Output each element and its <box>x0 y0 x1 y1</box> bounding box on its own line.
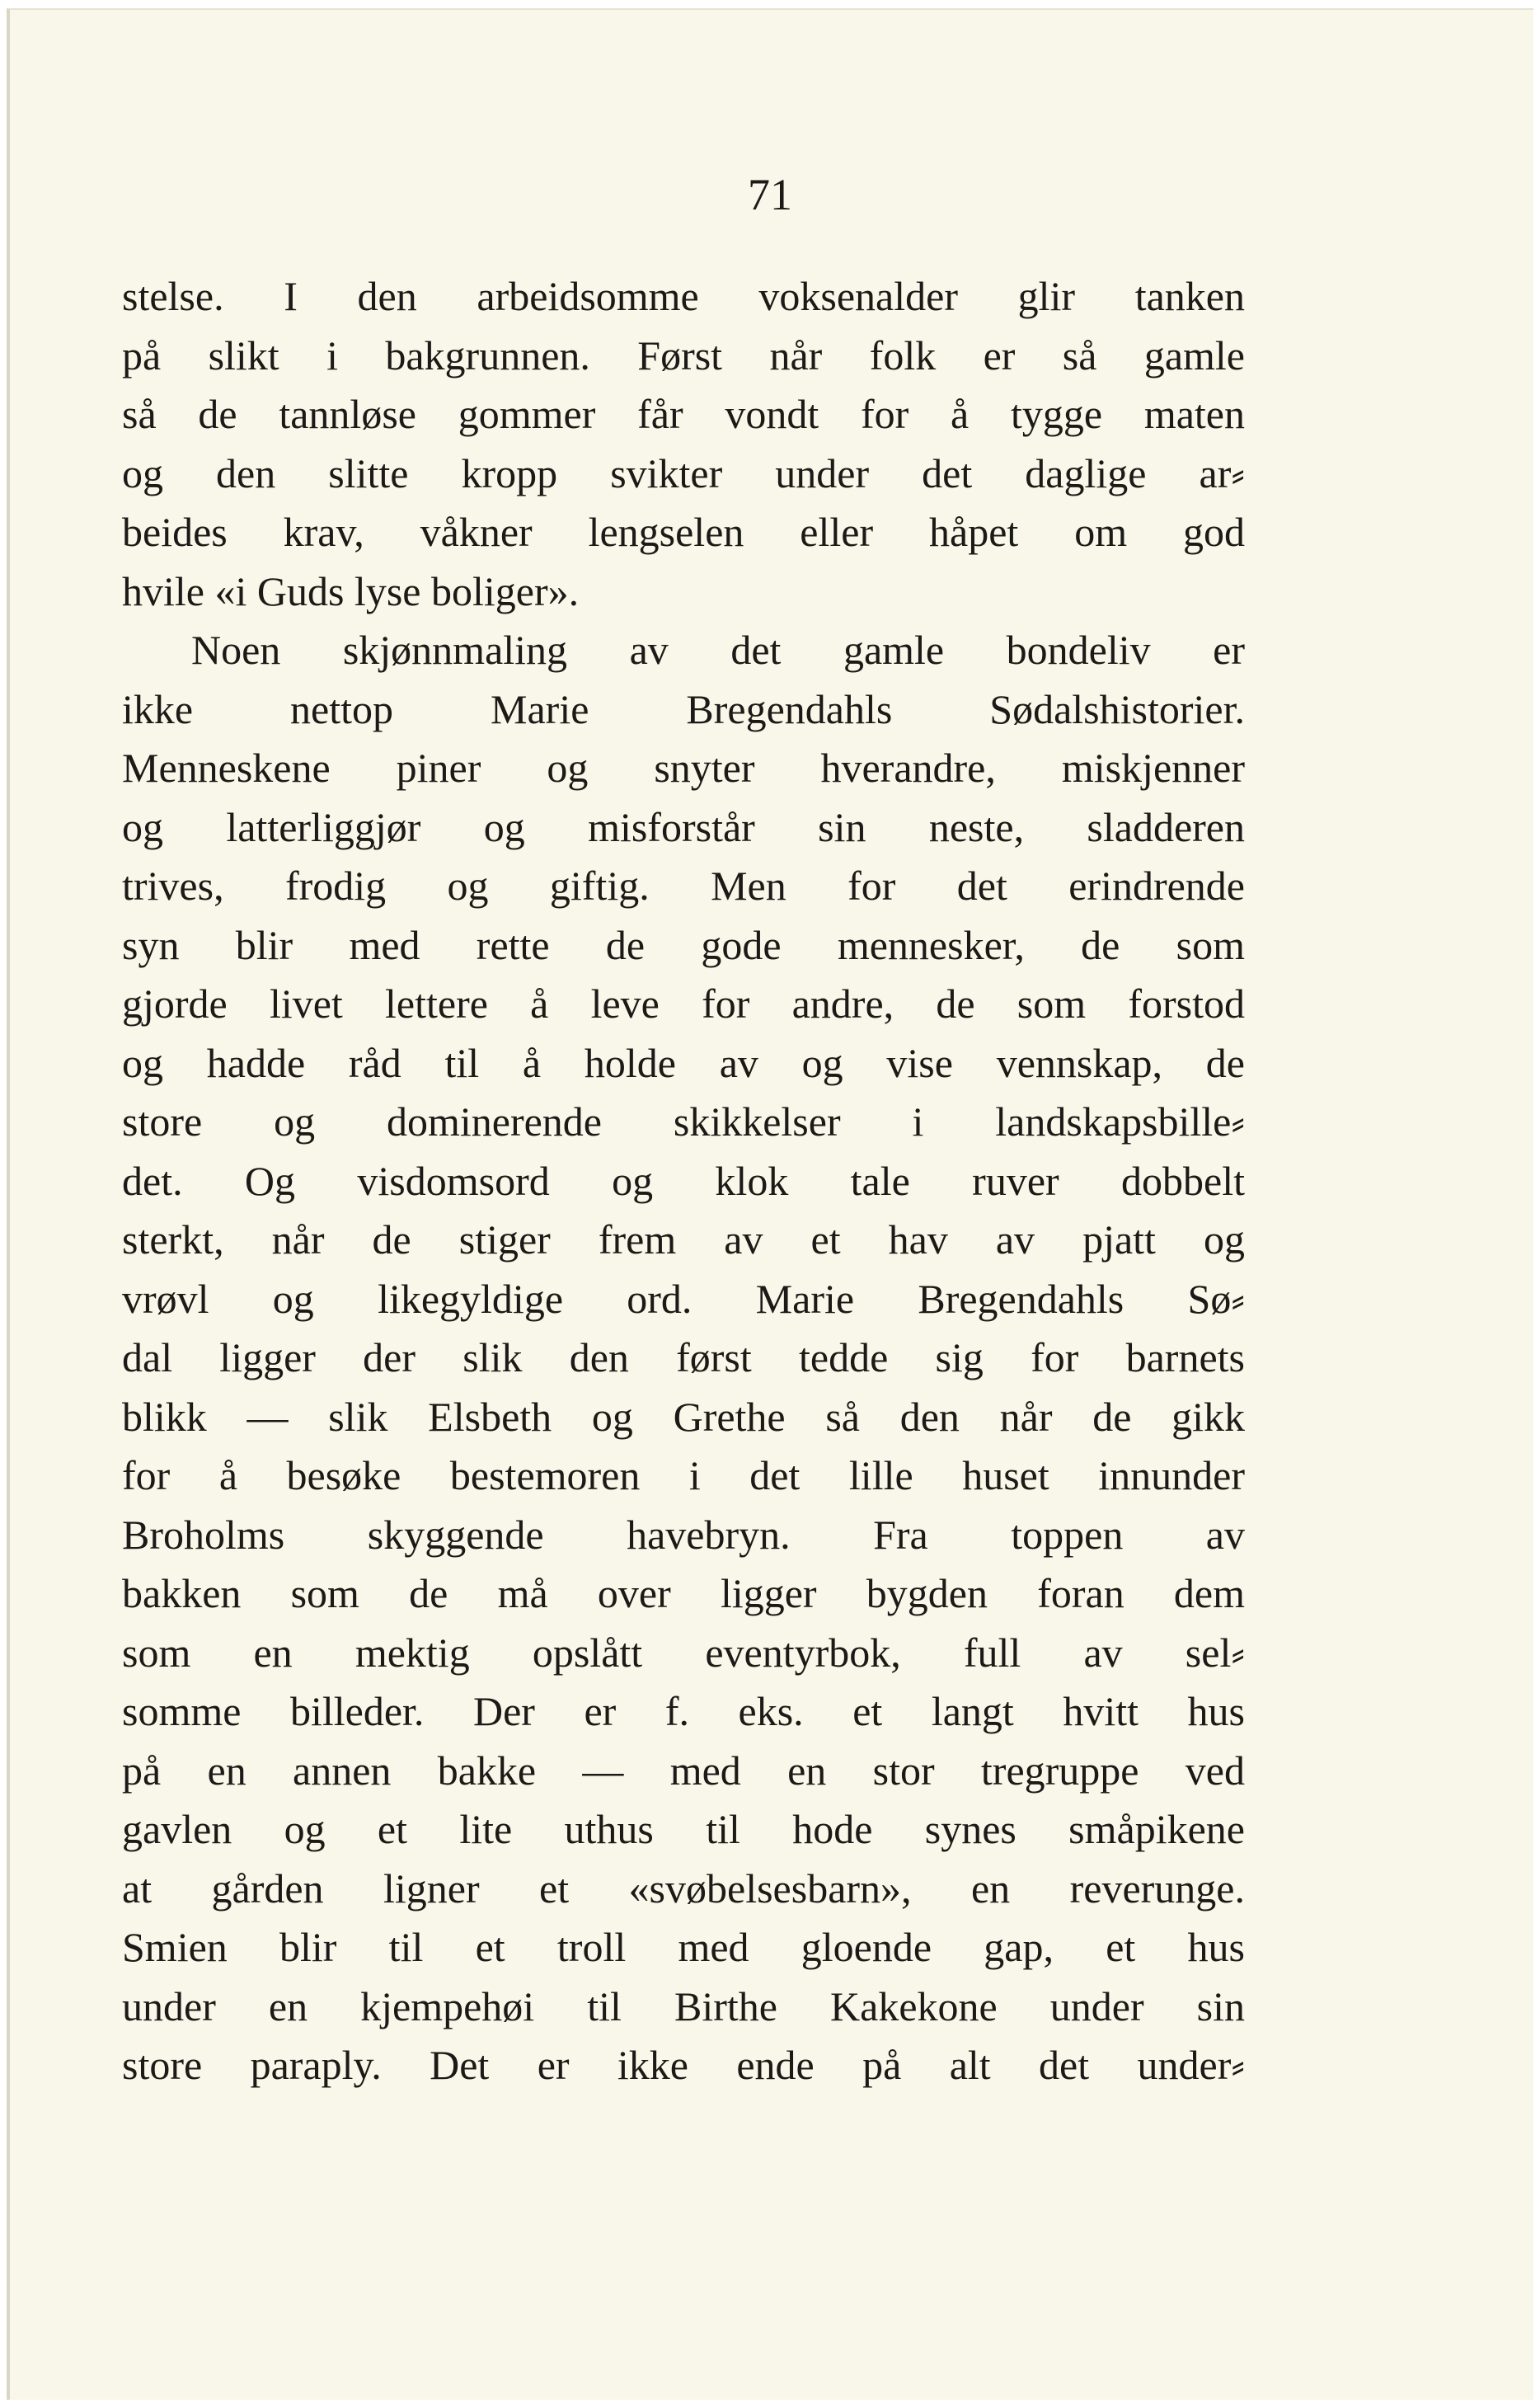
text-line: gjorde livet lettere å leve for andre, de som forstod <box>122 980 1245 1027</box>
text-line: somme billeder. Der er f. eks. et langt hvitt hus <box>122 1688 1245 1734</box>
text-line: som en mektig opslått eventyrbok, full av sel⸗ <box>122 1629 1245 1676</box>
text-line: stelse. I den arbeidsomme voksenalder glir tanken <box>122 273 1245 319</box>
text-line: blikk — slik Elsbeth og Grethe så den når de gikk <box>122 1393 1245 1440</box>
text-line: vrøvl og likegyldige ord. Marie Bregendahls Sø⸗ <box>122 1275 1245 1322</box>
text-line: syn blir med rette de gode mennesker, de som <box>122 921 1245 968</box>
text-line: og hadde råd til å holde av og vise vennskap, de <box>122 1039 1245 1086</box>
text-line: store og dominerende skikkelser i landskapsbille⸗ <box>122 1098 1245 1145</box>
text-line: gavlen og et lite uthus til hode synes småpikene <box>122 1806 1245 1852</box>
text-line: hvile «i Guds lyse boliger». <box>122 567 580 614</box>
text-line: og den slitte kropp svikter under det daglige ar⸗ <box>122 449 1245 496</box>
text-line: Noen skjønnmaling av det gamle bondeliv er <box>191 627 1245 673</box>
text-line: beides krav, våkner lengselen eller håpet om god <box>122 509 1245 555</box>
text-line: store paraply. Det er ikke ende på alt det under⸗ <box>122 2042 1245 2088</box>
text-line: for å besøke bestemoren i det lille huset innunder <box>122 1452 1245 1498</box>
text-line: Smien blir til et troll med gloende gap, et hus <box>122 1924 1245 1970</box>
text-line: dal ligger der slik den først tedde sig for barnets <box>122 1334 1245 1380</box>
text-line: at gården ligner et «svøbelsesbarn», en reverunge. <box>122 1865 1245 1912</box>
text-line: på slikt i bakgrunnen. Først når folk er så gamle <box>122 332 1245 379</box>
text-line: Broholms skyggende havebryn. Fra toppen av <box>122 1511 1245 1558</box>
body-text <box>122 267 1245 2095</box>
text-line: sterkt, når de stiger frem av et hav av pjatt og <box>122 1216 1245 1263</box>
text-line: Menneskene piner og snyter hverandre, miskjenner <box>122 745 1245 791</box>
text-line: på en annen bakke — med en stor tregruppe ved <box>122 1747 1245 1794</box>
text-line: trives, frodig og giftig. Men for det erindrende <box>122 863 1245 909</box>
text-line: bakken som de må over ligger bygden foran dem <box>122 1570 1245 1616</box>
page-number: 71 <box>748 170 792 219</box>
text-line: og latterliggjør og misforstår sin neste, sladderen <box>122 803 1245 850</box>
text-line: det. Og visdomsord og klok tale ruver dobbelt <box>122 1157 1245 1204</box>
text-line: ikke nettop Marie Bregendahls Sødalshistorier. <box>122 685 1245 732</box>
text-line: under en kjempehøi til Birthe Kakekone under sin <box>122 1982 1245 2029</box>
text-line: så de tannløse gommer får vondt for å tygge maten <box>122 391 1245 437</box>
